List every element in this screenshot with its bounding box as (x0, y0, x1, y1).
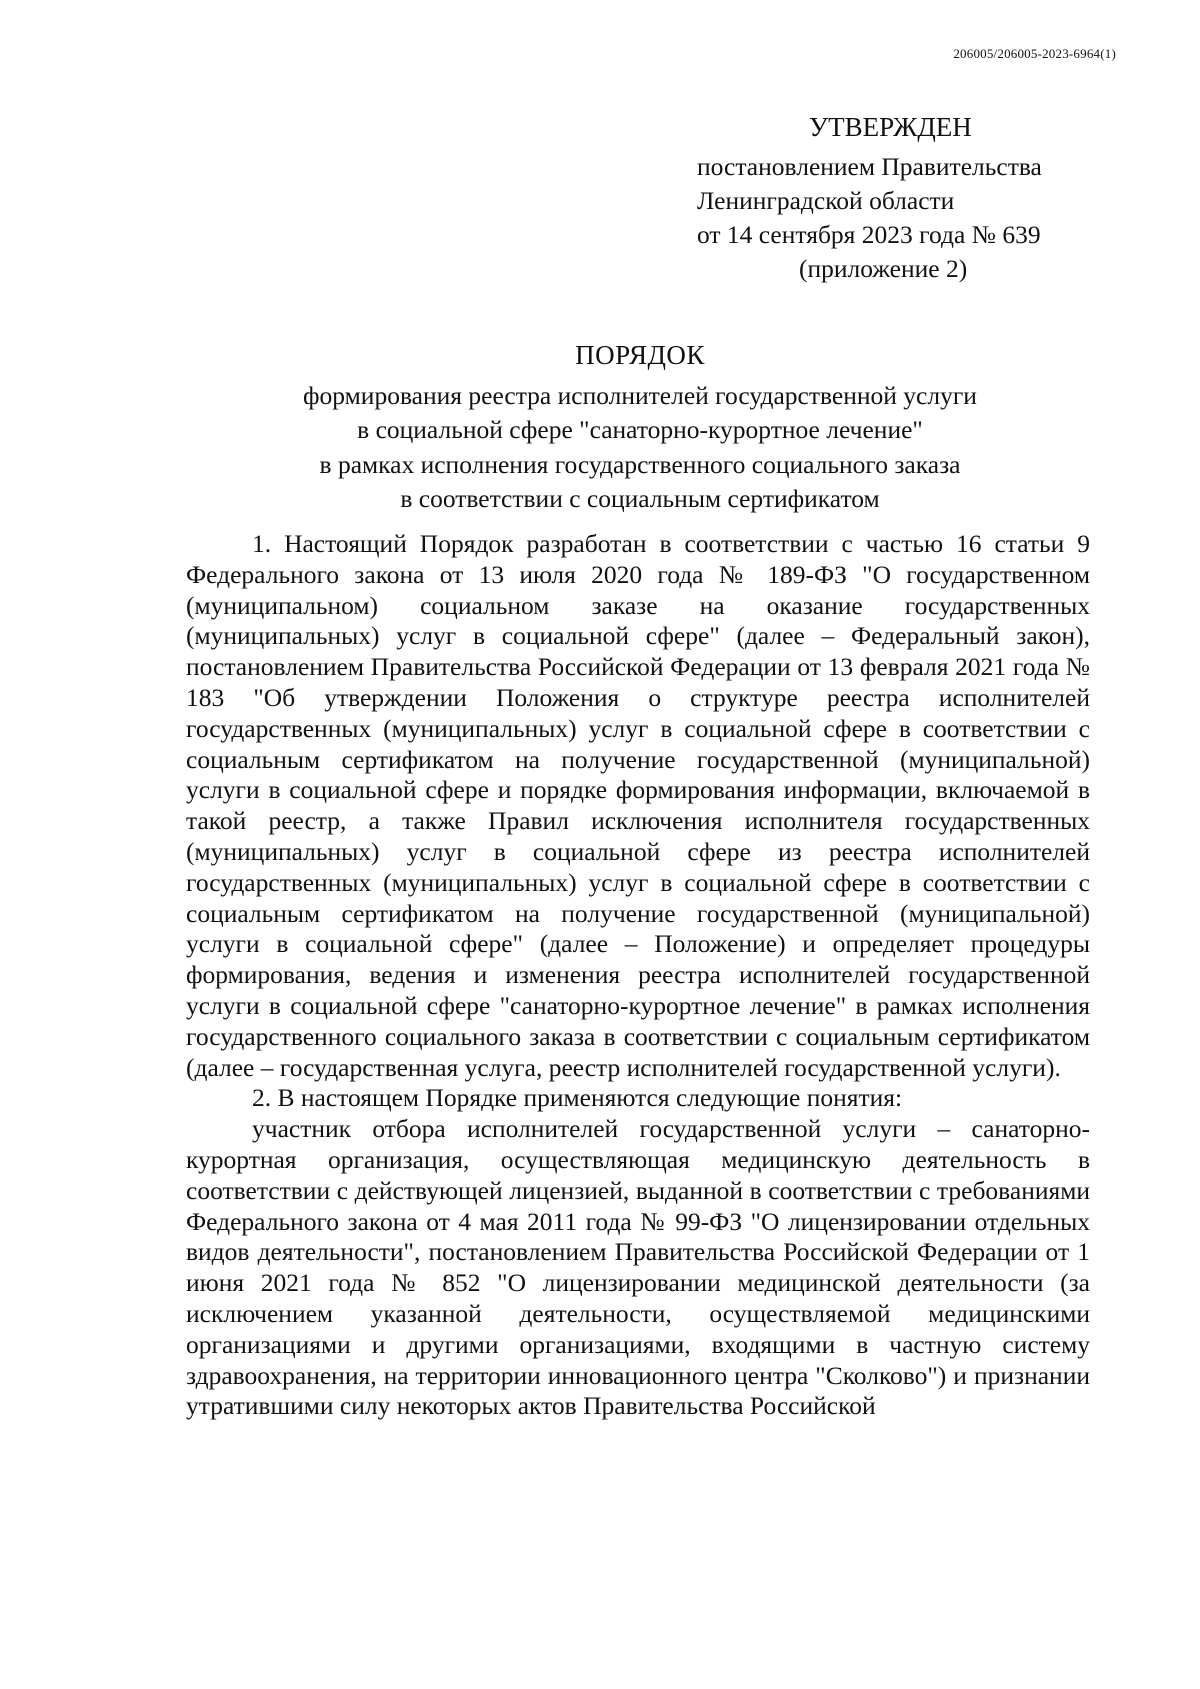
document-title: ПОРЯДОК (575, 340, 705, 370)
paragraph-1: 1. Настоящий Порядок разработан в соответствии с частью 16 статьи 9 Федерального закона от 13 июля 2020 года № 189-ФЗ "О государственном (муниципальном) социальном заказе на оказание государственных (муниципальных) услуг в социальной сфере" (далее – Федеральный закон), постановлением Правительства Российской Федерации от 13 февраля 2021 года № 183 "Об утверждении Положения о структуре реестра исполнителей государственных (муниципальных) услуг в социальной сфере в соответствии с социальным сертификатом на получение государственной (муниципальной) услуги в социальной сфере и порядке формирования информации, включаемой в такой реестр, а также Правил исключения исполнителя государственных (муниципальных) услуг в социальной сфере из реестра исполнителей государственных (муниципальных) услуг в социальной сфере в соответствии с социальным сертификатом на получение государственной (муниципальной) услуги в социальной сфере" (далее – Положение) и определяет процедуры формирования, ведения и изменения реестра исполнителей государственной услуги в социальной сфере "санаторно-курортное лечение" в рамках исполнения государственного социального заказа в соответствии с социальным сертификатом (далее – государственная услуга, реестр исполнителей государственной услуги). (186, 529, 1090, 1082)
document-subtitle-line: формирования реестра исполнителей государственной услуги (303, 380, 977, 410)
paragraph-2: 2. В настоящем Порядке применяются следующие понятия: (252, 1083, 903, 1113)
document-subtitle-line: в рамках исполнения государственного социального заказа (319, 449, 961, 479)
document-subtitle-line: в соответствии с социальным сертификатом (400, 484, 880, 513)
approval-line-1: постановлением Правительства (697, 152, 1042, 181)
approval-line-2: Ленинградской области (697, 186, 955, 215)
paragraph-3: участник отбора исполнителей государственной услуги – санаторно-курортная организация, осуществляющая медицинскую деятельность в соответствии с действующей лицензией, выданной в соответствии с требованиями Федерального закона от 4 мая 2011 года № 99-ФЗ "О лицензировании отдельных видов деятельности", постановлением Правительства Российской Федерации от 1 июня 2021 года № 852 "О лицензировании медицинской деятельности (за исключением указанной деятельности, осуществляемой медицинскими организациями и другими организациями, входящими в частную систему здравоохранения, на территории инновационного центра "Сколково") и признании утратившими силу некоторых актов Правительства Российской (186, 1114, 1090, 1421)
approval-line-3: от 14 сентября 2023 года № 639 (697, 220, 1041, 249)
document-body (186, 529, 1090, 1422)
document-subtitle-line: в социальной сфере "санаторно-курортное лечение" (357, 415, 923, 444)
approval-appendix: (приложение 2) (799, 254, 968, 283)
document-heading (200, 338, 1080, 517)
document-number: 206005/206005-2023-6964(1) (953, 46, 1116, 61)
approval-title: УТВЕРЖДЕН (809, 112, 972, 142)
approval-block (697, 110, 1137, 286)
